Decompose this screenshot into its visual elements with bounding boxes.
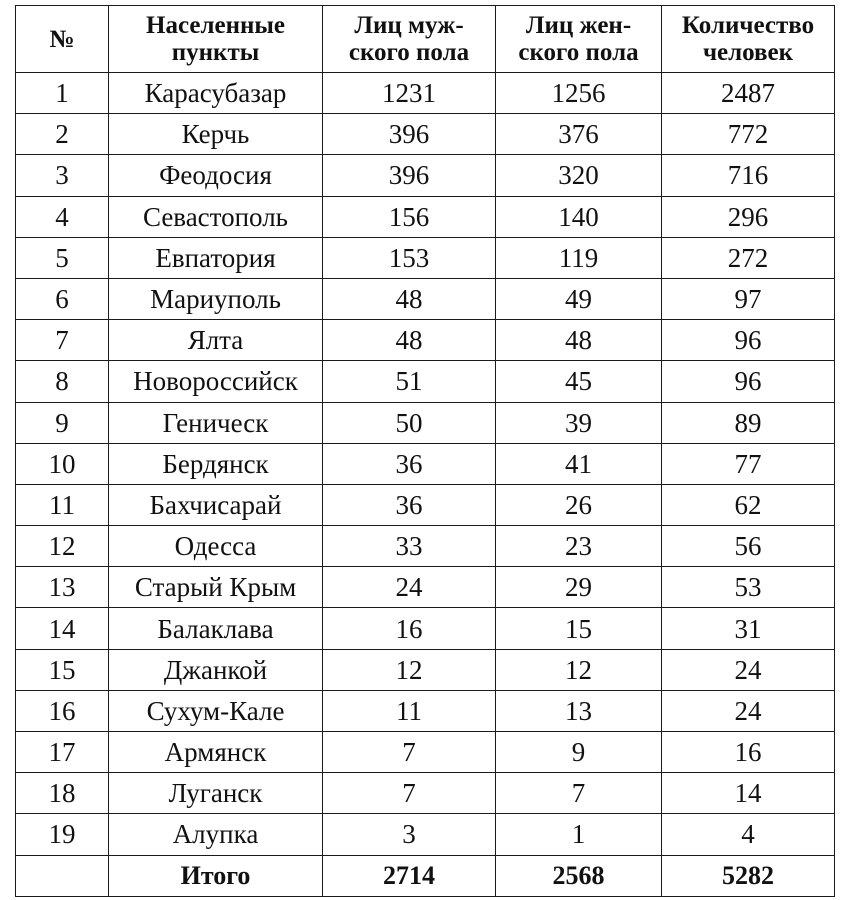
row-place: Сухум-Кале [109,690,323,731]
row-num: 8 [16,361,109,402]
row-female: 45 [496,361,662,402]
table-row [16,155,835,196]
row-place: Севастополь [109,196,323,237]
row-female: 140 [496,196,662,237]
row-female: 29 [496,567,662,608]
header-row [16,6,835,73]
row-total: 31 [662,608,835,649]
row-place: Керчь [109,114,323,155]
row-place: Одесса [109,526,323,567]
header-num-label: № [49,25,75,53]
table-row [16,402,835,443]
table-row [16,278,835,319]
row-place: Феодосия [109,155,323,196]
row-male: 396 [323,155,496,196]
row-num: 14 [16,608,109,649]
row-female: 13 [496,690,662,731]
row-male: 153 [323,237,496,278]
row-num: 13 [16,567,109,608]
row-total: 4 [662,814,835,855]
row-male: 51 [323,361,496,402]
header-male [323,6,496,73]
table-row [16,649,835,690]
row-female: 15 [496,608,662,649]
table-row [16,443,835,484]
header-num [16,6,109,73]
row-num: 2 [16,114,109,155]
header-female [496,6,662,73]
row-total: 16 [662,732,835,773]
row-total: 62 [662,484,835,525]
row-female: 1 [496,814,662,855]
row-total: 89 [662,402,835,443]
table-row [16,526,835,567]
row-total: 24 [662,690,835,731]
table-row [16,814,835,855]
header-total-line1: Количество [681,12,815,39]
row-male: 156 [323,196,496,237]
row-male: 7 [323,732,496,773]
row-total: 24 [662,649,835,690]
row-total: 272 [662,237,835,278]
row-place: Бахчисарай [109,484,323,525]
row-male: 11 [323,690,496,731]
row-male: 12 [323,649,496,690]
row-total: 716 [662,155,835,196]
row-male: 36 [323,484,496,525]
row-place: Ялта [109,320,323,361]
row-male: 50 [323,402,496,443]
header-total [662,6,835,73]
header-male-line1: Лиц муж- [354,12,464,39]
row-female: 23 [496,526,662,567]
row-num: 19 [16,814,109,855]
row-female: 26 [496,484,662,525]
row-female: 41 [496,443,662,484]
header-male-line2: ского пола [348,39,470,66]
row-female: 376 [496,114,662,155]
totals-label: Итого [109,855,323,896]
table-row [16,484,835,525]
row-female: 39 [496,402,662,443]
totals-num-cell [16,855,109,896]
header-place-line1: Населенные [146,12,285,39]
row-total: 56 [662,526,835,567]
row-total: 97 [662,278,835,319]
row-place: Балаклава [109,608,323,649]
row-place: Евпатория [109,237,323,278]
row-num: 15 [16,649,109,690]
row-num: 10 [16,443,109,484]
row-male: 33 [323,526,496,567]
row-place: Луганск [109,773,323,814]
row-num: 3 [16,155,109,196]
row-total: 96 [662,361,835,402]
row-female: 320 [496,155,662,196]
row-female: 1256 [496,73,662,114]
row-male: 16 [323,608,496,649]
population-table [15,5,835,897]
totals-row [16,855,835,896]
row-male: 36 [323,443,496,484]
table-row [16,732,835,773]
row-num: 9 [16,402,109,443]
table-row [16,567,835,608]
row-total: 772 [662,114,835,155]
row-male: 3 [323,814,496,855]
row-place: Бердянск [109,443,323,484]
header-female-line1: Лиц жен- [525,12,632,39]
table-row [16,73,835,114]
row-num: 17 [16,732,109,773]
row-place: Алупка [109,814,323,855]
row-total: 2487 [662,73,835,114]
row-place: Мариуполь [109,278,323,319]
table-row [16,320,835,361]
row-place: Армянск [109,732,323,773]
row-num: 11 [16,484,109,525]
row-female: 12 [496,649,662,690]
table-row [16,773,835,814]
row-num: 18 [16,773,109,814]
row-male: 1231 [323,73,496,114]
row-place: Старый Крым [109,567,323,608]
row-num: 6 [16,278,109,319]
row-male: 48 [323,278,496,319]
totals-male: 2714 [323,855,496,896]
table-row [16,608,835,649]
row-place: Карасубазар [109,73,323,114]
row-num: 7 [16,320,109,361]
table-row [16,196,835,237]
header-total-line2: человек [702,39,794,66]
table-row [16,690,835,731]
header-place [109,6,323,73]
row-place: Геническ [109,402,323,443]
row-num: 5 [16,237,109,278]
row-female: 119 [496,237,662,278]
table-row [16,237,835,278]
row-total: 77 [662,443,835,484]
row-male: 396 [323,114,496,155]
row-place: Новороссийск [109,361,323,402]
row-female: 48 [496,320,662,361]
row-place: Джанкой [109,649,323,690]
row-male: 7 [323,773,496,814]
row-female: 49 [496,278,662,319]
row-num: 4 [16,196,109,237]
header-female-line2: ского пола [518,39,639,66]
table-row [16,114,835,155]
row-num: 16 [16,690,109,731]
table-row [16,361,835,402]
row-male: 48 [323,320,496,361]
row-female: 7 [496,773,662,814]
row-total: 96 [662,320,835,361]
row-total: 53 [662,567,835,608]
totals-total: 5282 [662,855,835,896]
row-num: 1 [16,73,109,114]
row-male: 24 [323,567,496,608]
row-total: 14 [662,773,835,814]
row-total: 296 [662,196,835,237]
row-num: 12 [16,526,109,567]
header-place-line2: пункты [171,39,260,66]
totals-female: 2568 [496,855,662,896]
table-body [16,73,835,856]
row-female: 9 [496,732,662,773]
